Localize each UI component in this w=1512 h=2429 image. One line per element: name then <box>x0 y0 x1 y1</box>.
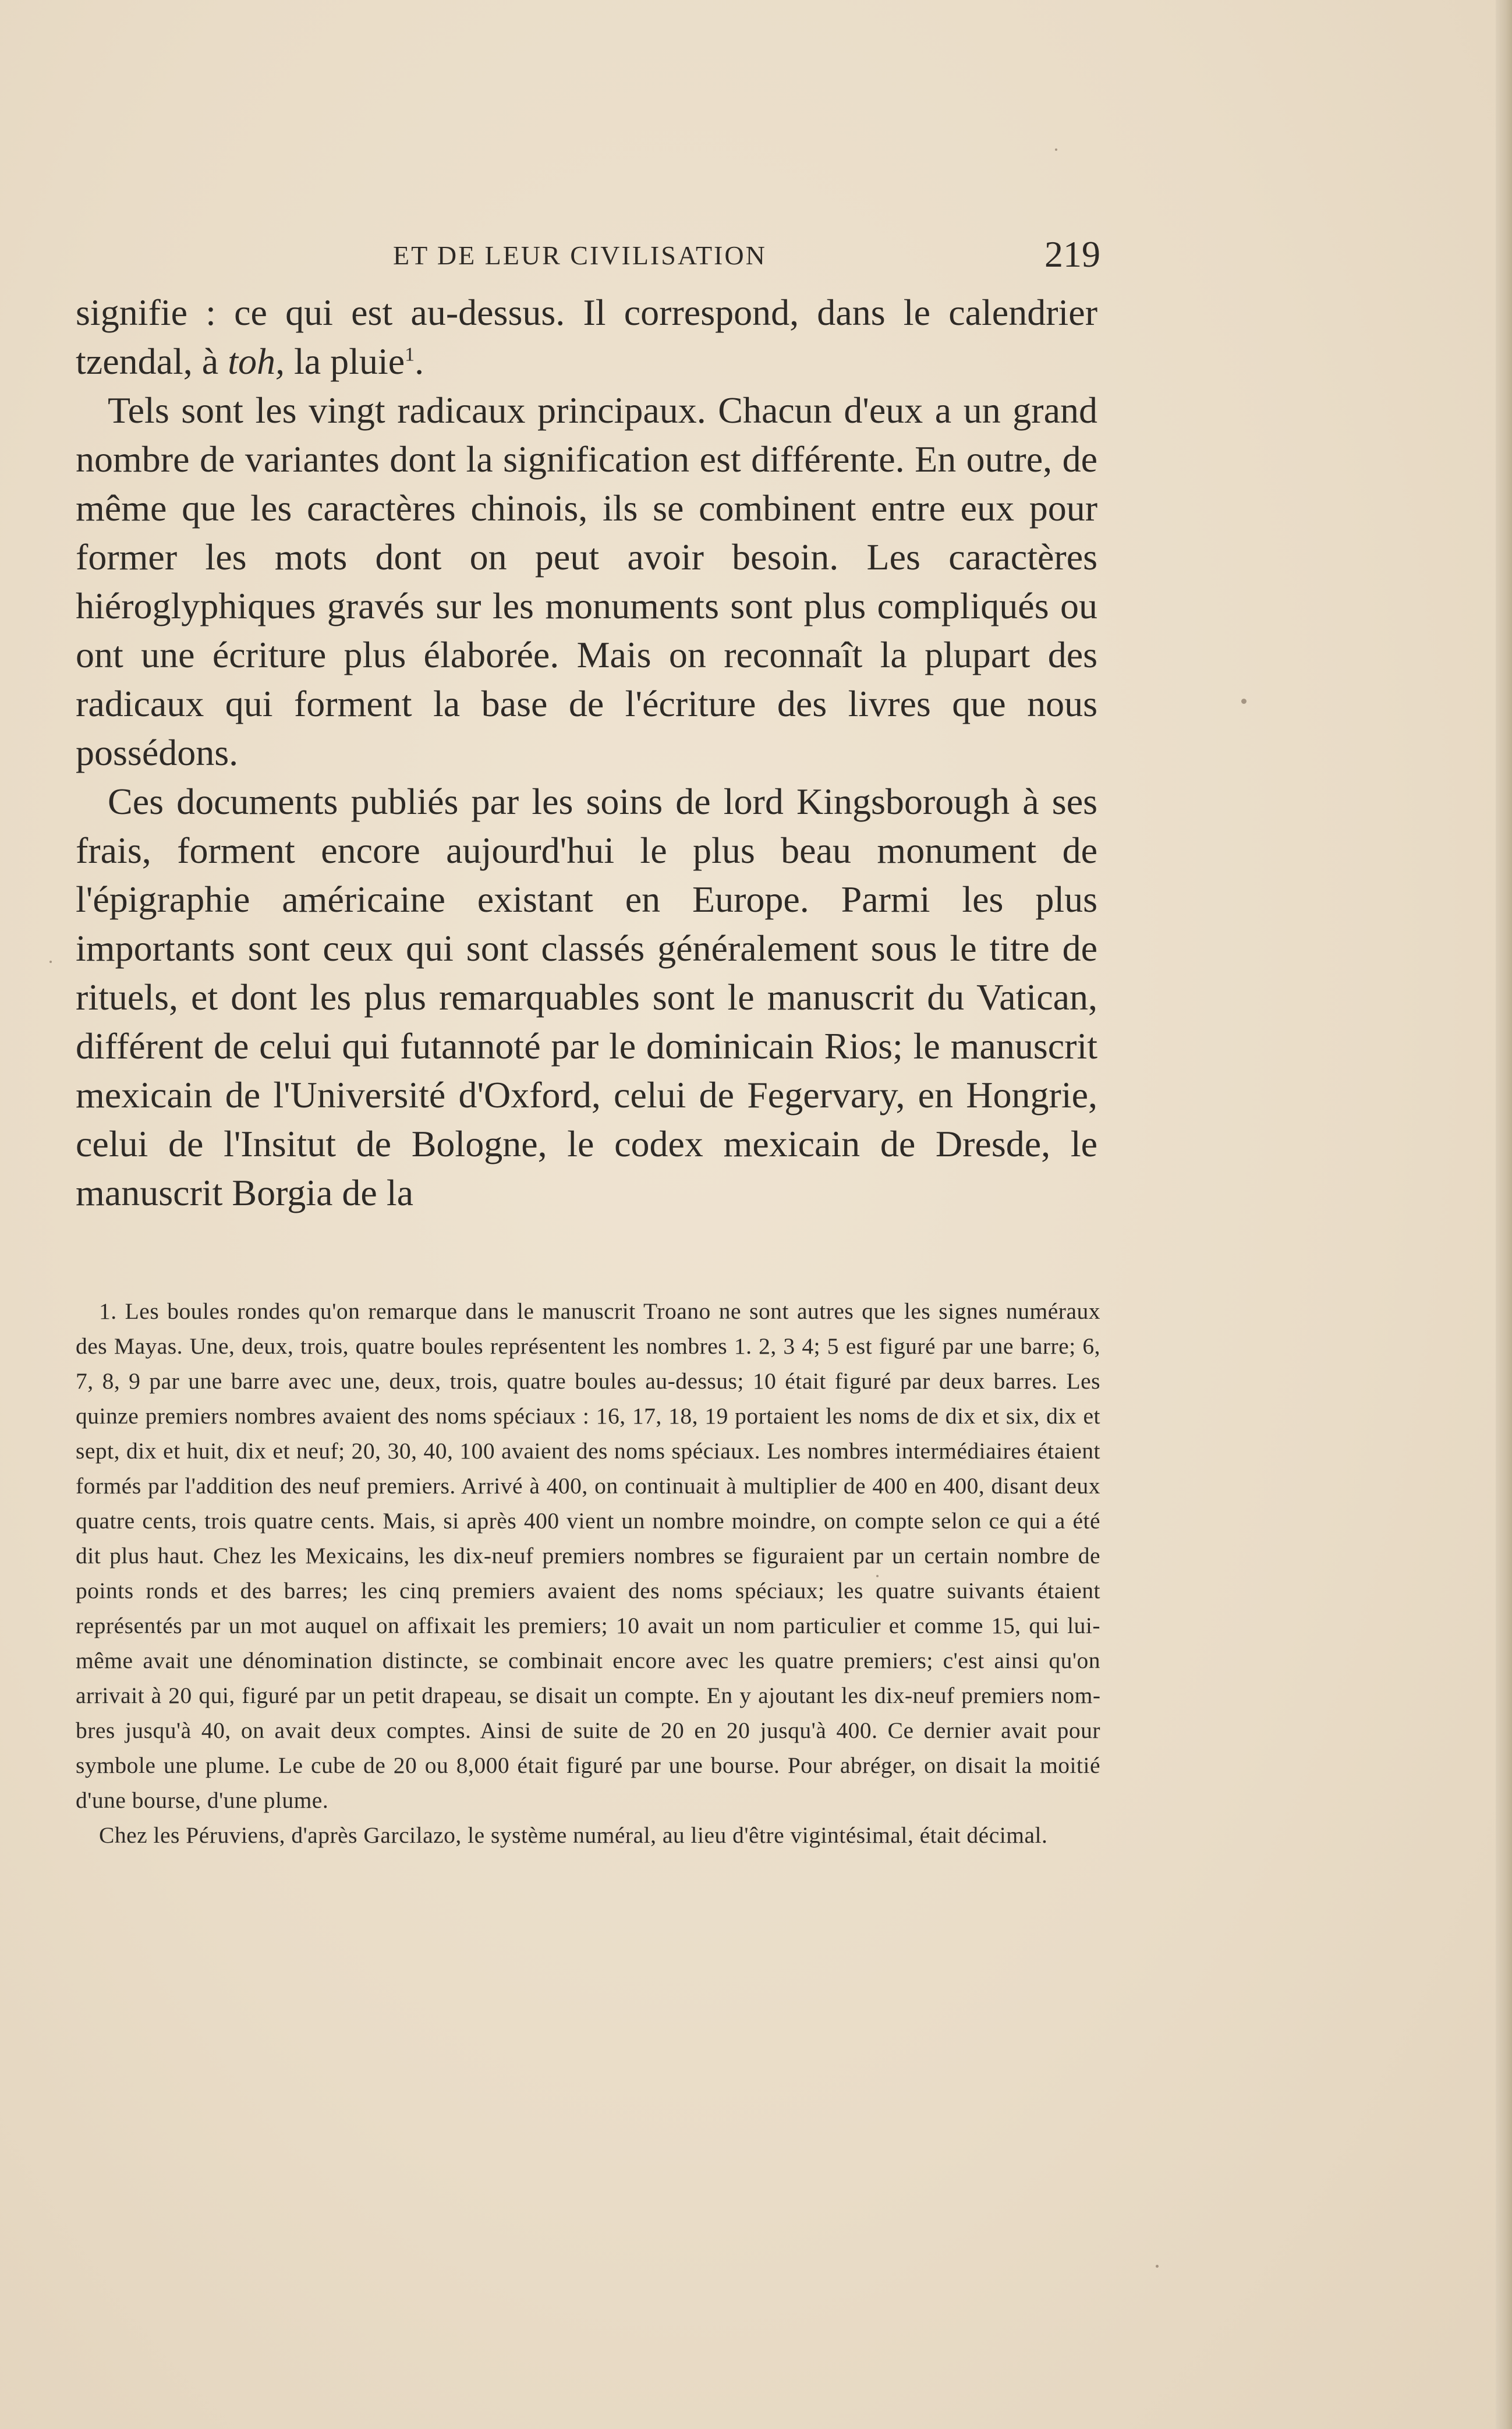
footnotes <box>76 1294 1100 1853</box>
paragraph-punctuation: . <box>415 341 424 382</box>
page-header <box>76 233 1100 279</box>
footnote-1: 1. Les boules rondes qu'on remarque dans le manuscrit Troano ne sont autres que les signes numéraux des Mayas. Une, deux, trois, quatre boules représentent les nombres 1. 2, 3 4; 5 est figuré par une barre; 6, 7, 8, 9 par une barre avec une, deux, trois, quatre boules au-dessus; 10 était figuré par deux barres. Les quinze premiers nombres avaient des noms spéciaux : 16, 17, 18, 19 portaient les noms de dix et six, dix et sept, dix et huit, dix et neuf; 20, 30, 40, 100 avaient des noms spéciaux. Les nombres intermédiaires étaient formés par l'addition des neuf premiers. Arrivé à 400, on continuait à multiplier de 400 en 400, disant deux quatre cents, trois quatre cents. Mais, si après 400 vient un nombre moindre, on compte selon ce qui a été dit plus haut. Chez les Mexicains, les dix-neuf premiers nombres se figuraient par un certain nombre de points ronds et des barres; les cinq premiers avaient des noms spéciaux; les quatre suivants étaient représentés par un mot auquel on affixait les premiers; 10 avait un nom particulier et comme 15, qui lui-même avait une dénomination distincte, se combinait encore avec les quatre premiers; c'est ainsi qu'on arrivait à 20 qui, figuré par un petit drapeau, se disait un compte. En y ajoutant les dix-neuf premiers nombres jusqu'à 40, on avait deux comptes. Ainsi de suite de 20 en 20 jusqu'à 400. Ce dernier avait pour symbole une plume. Le cube de 20 ou 8,000 était figuré par une bourse. Pour abréger, on disait la moitié d'une bourse, d'une plume. <box>76 1298 1100 1813</box>
page-edge <box>1496 0 1512 2429</box>
paragraph-text-end: la pluie <box>284 341 405 382</box>
paper-speck <box>1241 699 1247 704</box>
footnote-2: Chez les Péruviens, d'après Garcilazo, le système numéral, au lieu d'être vigintésimal, était décimal. <box>99 1822 1048 1848</box>
paragraph-radicals: Tels sont les vingt radicaux principaux. Chacun d'eux a un grand nombre de variantes dont la signification est différente. En outre, de même que les caractères chinois, ils se combinent entre eux pour former les mots dont on peut avoir besoin. Les caractères hiéroglyphiques gravés sur les monuments sont plus compliqués ou ont une écriture plus élaborée. Mais on reconnaît la plupart des radicaux qui forment la base de l'écriture des livres que nous possédons. <box>76 390 1097 773</box>
italic-word: toh, <box>228 341 285 382</box>
paragraph-text: signifie : ce qui est au-dessus. Il correspond, dans le calendrier tzendal, à <box>76 292 1097 382</box>
paper-speck <box>1156 2265 1159 2268</box>
main-text <box>76 288 1097 1217</box>
footnote-ref[interactable]: 1 <box>405 344 415 366</box>
paragraph-documents: Ces documents publiés par les soins de lord Kingsborough à ses frais, forment encore aujourd'hui le plus beau monument de l'épigraphie américaine existant en Europe. Parmi les plus importants sont ceux qui sont classés généralement sous le titre de rituels, et dont les plus remarquables sont le manuscrit du Vatican, différent de celui qui futannoté par le dominicain Rios; le manuscrit mexicain de l'Université d'Oxford, celui de Fegervary, en Hongrie, celui de l'Insitut de Bologne, le codex mexicain de Dresde, le manuscrit Borgia de la <box>76 781 1097 1213</box>
paper-speck <box>876 1575 879 1577</box>
page-number: 219 <box>1044 233 1100 275</box>
paper-speck <box>49 961 52 963</box>
paragraph-continuation <box>76 288 1097 386</box>
running-title: ET DE LEUR CIVILISATION <box>393 240 767 270</box>
paper-speck <box>1055 148 1057 151</box>
